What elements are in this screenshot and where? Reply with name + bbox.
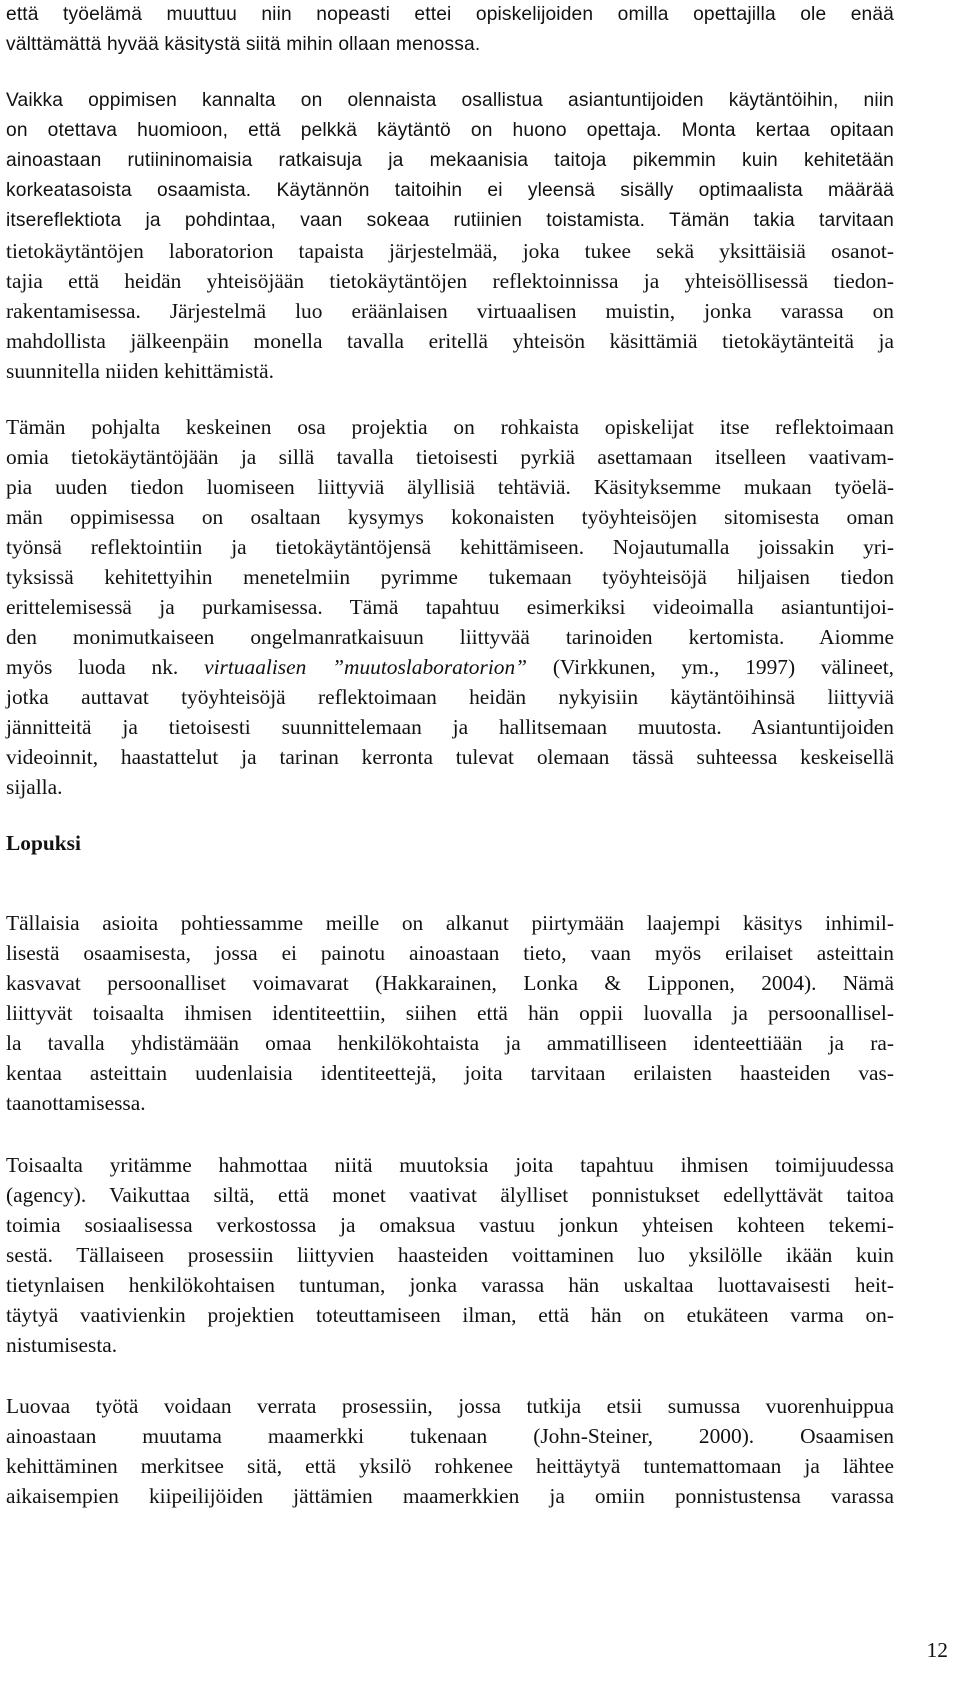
- text-line: ainoastaan muutama maamerkki tukenaan (John-Steiner, 2000). Osaamisen: [6, 1424, 894, 1448]
- text-line: korkeatasoista osaamista. Käytännön taitoihin ei yleensä sisälly optimaalista määrää: [6, 180, 894, 201]
- text-line: män oppimisessa on osaltaan kysymys kokonaisten työyhteisöjen sitomisesta oman: [6, 505, 894, 529]
- text-line: suunnitella niiden kehittämistä.: [6, 359, 274, 383]
- page-number: 12: [926, 1638, 948, 1662]
- text-line: että työelämä muuttuu niin nopeasti ettei opiskelijoiden omilla opettajilla ole enää: [6, 4, 894, 25]
- text-line: jotka auttavat työyhteisöjä reflektoimaan heidän nykyisiin käytäntöihinsä liittyviä: [6, 685, 894, 709]
- text-line: den monimutkaiseen ongelmanratkaisuun liittyvää tarinoiden kertomista. Aiomme: [6, 625, 894, 649]
- paragraph-4: [6, 908, 894, 1118]
- text-line: välttämättä hyvää käsitystä siitä mihin ollaan menossa.: [6, 34, 481, 55]
- text-line: kentaa asteittain uudenlaisia identiteettejä, joita tarvitaan erilaisten haasteiden vas-: [6, 1061, 894, 1085]
- italic-term: virtuaalisen ”muutoslaboratorion”: [204, 655, 528, 679]
- text-line: Vaikka oppimisen kannalta on olennaista osallistua asiantuntijoiden käytäntöihin, niin: [6, 90, 894, 111]
- text-line: pia uuden tiedon luomiseen liittyviä älyllisiä tehtäviä. Käsityksemme mukaan työelä-: [6, 475, 894, 499]
- text-line: Luovaa työtä voidaan verrata prosessiin, jossa tutkija etsii sumussa vuorenhuippua: [6, 1394, 894, 1418]
- paragraph-6: [6, 1391, 894, 1511]
- text-line: tietokäytäntöjen laboratorion tapaista järjestelmää, joka tukee sekä yksittäisiä osanot-: [6, 239, 894, 263]
- text-line: Toisaalta yritämme hahmottaa niitä muutoksia joita tapahtuu ihmisen toimijuudessa: [6, 1153, 894, 1177]
- text-line: on otettava huomioon, että pelkkä käytäntö on huono opettaja. Monta kertaa opitaan: [6, 120, 894, 141]
- text-line: rakentamisessa. Järjestelmä luo eräänlaisen virtuaalisen muistin, jonka varassa on: [6, 299, 894, 323]
- text-line: kehittäminen merkitsee sitä, että yksilö rohkenee heittäytyä tuntemattomaan ja lähtee: [6, 1454, 894, 1478]
- paragraph-5: [6, 1150, 894, 1360]
- text-line: ainoastaan rutiininomaisia ratkaisuja ja mekaanisia taitoja pikemmin kuin kehitetään: [6, 150, 894, 171]
- text-line-with-italic: [6, 652, 894, 682]
- text-line: Tällaisia asioita pohtiessamme meille on alkanut piirtymään laajempi käsitys inhimil-: [6, 911, 894, 935]
- text-line: videoinnit, haastattelut ja tarinan kerronta tulevat olemaan tässä suhteessa keskeisellä: [6, 745, 894, 769]
- text-line: kasvavat persoonalliset voimavarat (Hakkarainen, Lonka & Lipponen, 2004). Nämä: [6, 971, 894, 995]
- text-line: toimia sosiaalisessa verkostossa ja omaksua vastuu jonkun yhteisen kohteen tekemi-: [6, 1213, 894, 1237]
- text-line: jännitteitä ja tietoisesti suunnittelemaan ja hallitsemaan muutosta. Asiantuntijoiden: [6, 715, 894, 739]
- text-segment: myös luoda nk.: [6, 655, 205, 679]
- text-line: lisestä osaamisesta, jossa ei painotu ainoastaan tieto, vaan myös erilaiset asteittain: [6, 941, 894, 965]
- text-line: sijalla.: [6, 775, 63, 799]
- text-line: itsereflektiota ja pohdintaa, vaan sokeaa rutiinien toistamista. Tämän takia tarvitaan: [6, 210, 894, 231]
- text-line: liittyvät toisaalta ihmisen identiteettiin, siihen että hän oppii luovalla ja persoonallisel-: [6, 1001, 894, 1025]
- text-segment: (Virkkunen, ym., 1997) välineet,: [527, 655, 894, 679]
- text-line: erittelemisessä ja purkamisessa. Tämä tapahtuu esimerkiksi videoimalla asiantuntijoi-: [6, 595, 894, 619]
- section-heading: Lopuksi: [6, 831, 81, 855]
- text-line: sestä. Tällaiseen prosessiin liittyvien haasteiden voittaminen luo yksilölle ikään kuin: [6, 1243, 894, 1267]
- text-line: tyksissä kehitettyihin menetelmiin pyrimme tukemaan työyhteisöjä hiljaisen tiedon: [6, 565, 894, 589]
- text-line: nistumisesta.: [6, 1333, 118, 1357]
- text-line: la tavalla yhdistämään omaa henkilökohtaista ja ammatilliseen identeettiään ja ra-: [6, 1031, 894, 1055]
- text-line: tietynlaisen henkilökohtaisen tuntuman, jonka varassa hän uskaltaa luottavaisesti heit-: [6, 1273, 894, 1297]
- text-line: tajia että heidän yhteisöjään tietokäytäntöjen reflektoinnissa ja yhteisöllisessä tiedon-: [6, 269, 894, 293]
- text-line: omia tietokäytäntöjään ja sillä tavalla tietoisesti pyrkiä asettamaan itselleen vaativam-: [6, 445, 894, 469]
- text-line: Tämän pohjalta keskeinen osa projektia on rohkaista opiskelijat itse reflektoimaan: [6, 415, 894, 439]
- text-line: (agency). Vaikuttaa siltä, että monet vaativat älylliset ponnistukset edellyttävät taitoa: [6, 1183, 894, 1207]
- text-line: mahdollista jälkeenpäin monella tavalla eritellä yhteisön käsittämiä tietokäytänteitä ja: [6, 329, 894, 353]
- text-line: aikaisempien kiipeilijöiden jättämien maamerkkien ja omiin ponnistustensa varassa: [6, 1484, 894, 1508]
- text-line: taanottamisessa.: [6, 1091, 146, 1115]
- paragraph-3: [6, 412, 894, 802]
- text-line: täytyä vaativienkin projektien toteuttamiseen ilman, että hän on etukäteen varma on-: [6, 1303, 894, 1327]
- text-line: työnsä reflektointiin ja tietokäytäntöjensä kehittämiseen. Nojautumalla joissakin yri-: [6, 535, 894, 559]
- paragraph-2: [6, 86, 894, 236]
- paragraph-1: [6, 0, 894, 60]
- paragraph-2-continued: [6, 236, 894, 386]
